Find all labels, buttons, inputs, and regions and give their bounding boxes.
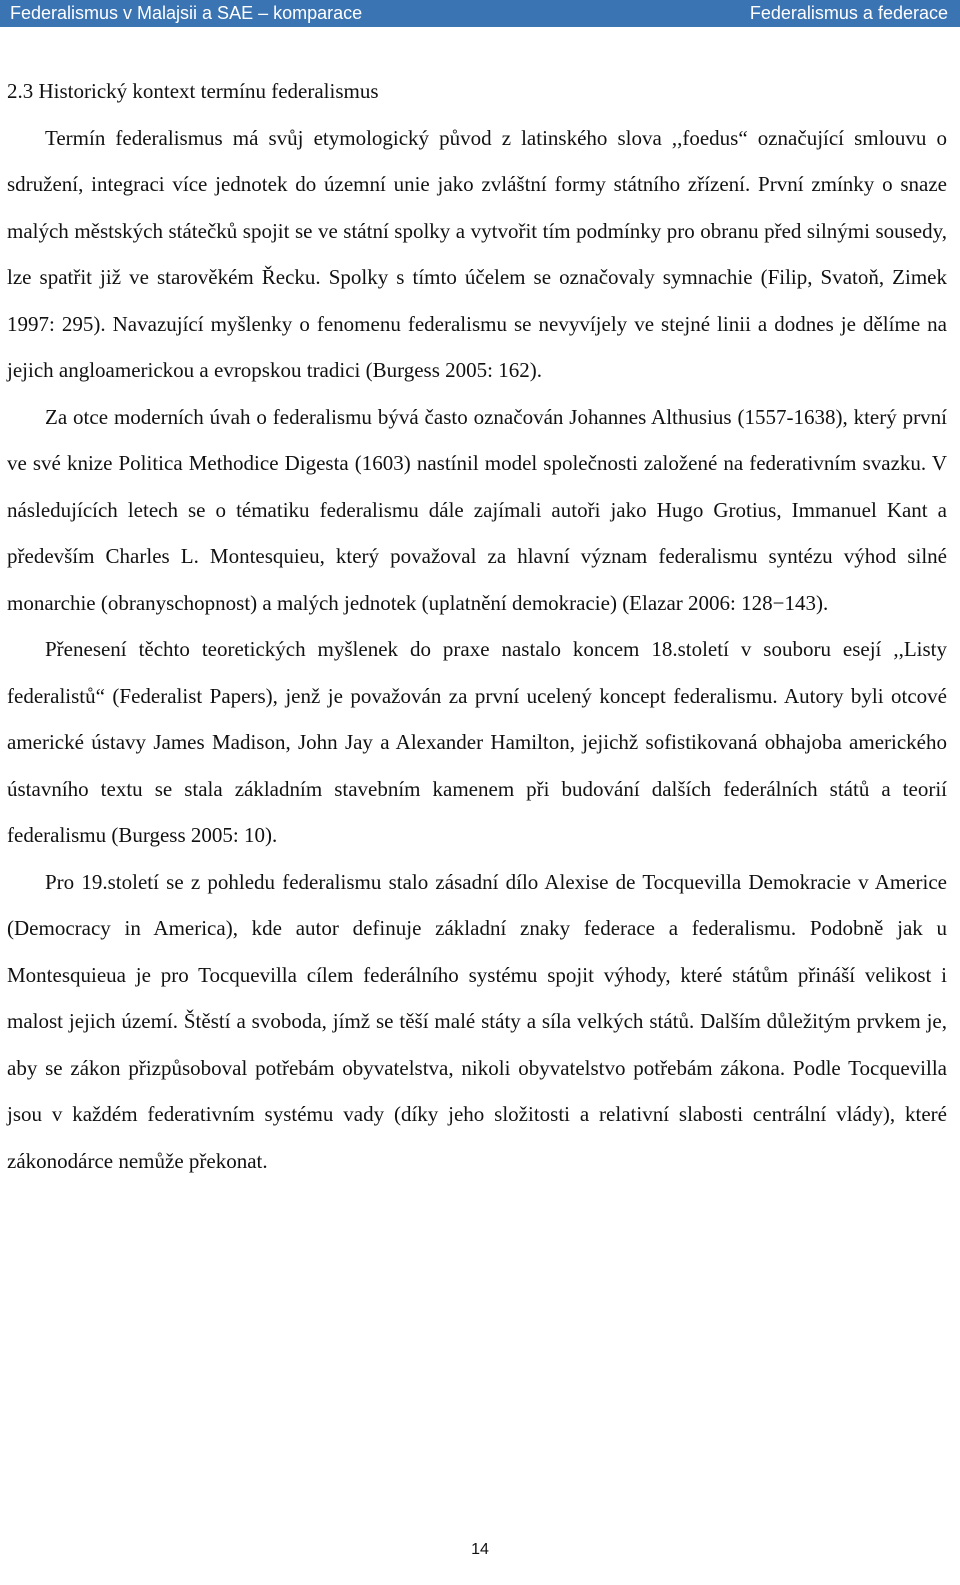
section-heading: 2.3 Historický kontext termínu federalismus [7, 79, 379, 103]
main-content [7, 68, 947, 1184]
paragraph-althusius: Za otce moderních úvah o federalismu bývá často označován Johannes Althusius (1557-1638), který první ve své knize Politica Methodice Digesta (1603) nastínil model společnosti založené na federativním svazku. V následujících letech se o tématiku federalismu dále zajímali autoři jako Hugo Grotius, Immanuel Kant a především Charles L. Montesquieu, který považoval za hlavní význam federalismu syntézu výhod silné monarchie (obranyschopnost) a malých jednotek (uplatnění demokracie) (Elazar 2006: 128−143). [7, 404, 947, 615]
page-number: 14 [471, 1541, 489, 1558]
paragraph-etymology: Termín federalismus má svůj etymologický původ z latinského slova ,,foedus“ označující smlouvu o sdružení, integraci více jednotek do územní unie jako zvláštní formy státního zřízení. První zmínky o snaze malých městských státečků spojit se ve státní spolky a vytvořit tím podmínky pro obranu před silnými sousedy, lze spatřit již ve starověkém Řecku. Spolky s tímto účelem se označovaly symnachie (Filip, Svatoň, Zimek 1997: 295). Navazující myšlenky o fenomenu federalismu se nevyvíjely ve stejné linii a dodnes je dělíme na jejich angloamerickou a evropskou tradici (Burgess 2005: 162). [7, 125, 947, 382]
running-header [0, 0, 960, 27]
paragraph-tocqueville: Pro 19.století se z pohledu federalismu stalo zásadní dílo Alexise de Tocquevilla Demokracie v Americe (Democracy in America), kde autor definuje základní znaky federace a federalismu. Podobně jak u Montesquieua je pro Tocquevilla cílem federálního systému spojit výhody, které státům přináší velikost i malost jejich území. Štěstí a svoboda, jímž se těší malé státy a síla velkých států. Dalším důležitým prvkem je, aby se zákon přizpůsoboval potřebám obyvatelstva, nikoli obyvatelstvo potřebám zákona. Podle Tocquevilla jsou v každém federativním systému vady (díky jeho složitosti a relativní slabosti centrální vlády), které zákonodárce nemůže překonat. [7, 869, 947, 1173]
paragraph-federalist-papers: Přenesení těchto teoretických myšlenek do praxe nastalo koncem 18.století v souboru esejí ,,Listy federalistů“ (Federalist Papers), jenž je považován za první ucelený koncept federalismu. Autory byli otcové americké ústavy James Madison, John Jay a Alexander Hamilton, jejichž sofistikovaná obhajoba amerického ústavního textu se stala základním stavebním kamenem při budování dalších federálních států a teorií federalismu (Burgess 2005: 10). [7, 637, 947, 847]
header-document-title: Federalismus v Malajsii a SAE – komparace [10, 3, 363, 23]
header-chapter-title: Federalismus a federace [749, 3, 948, 23]
